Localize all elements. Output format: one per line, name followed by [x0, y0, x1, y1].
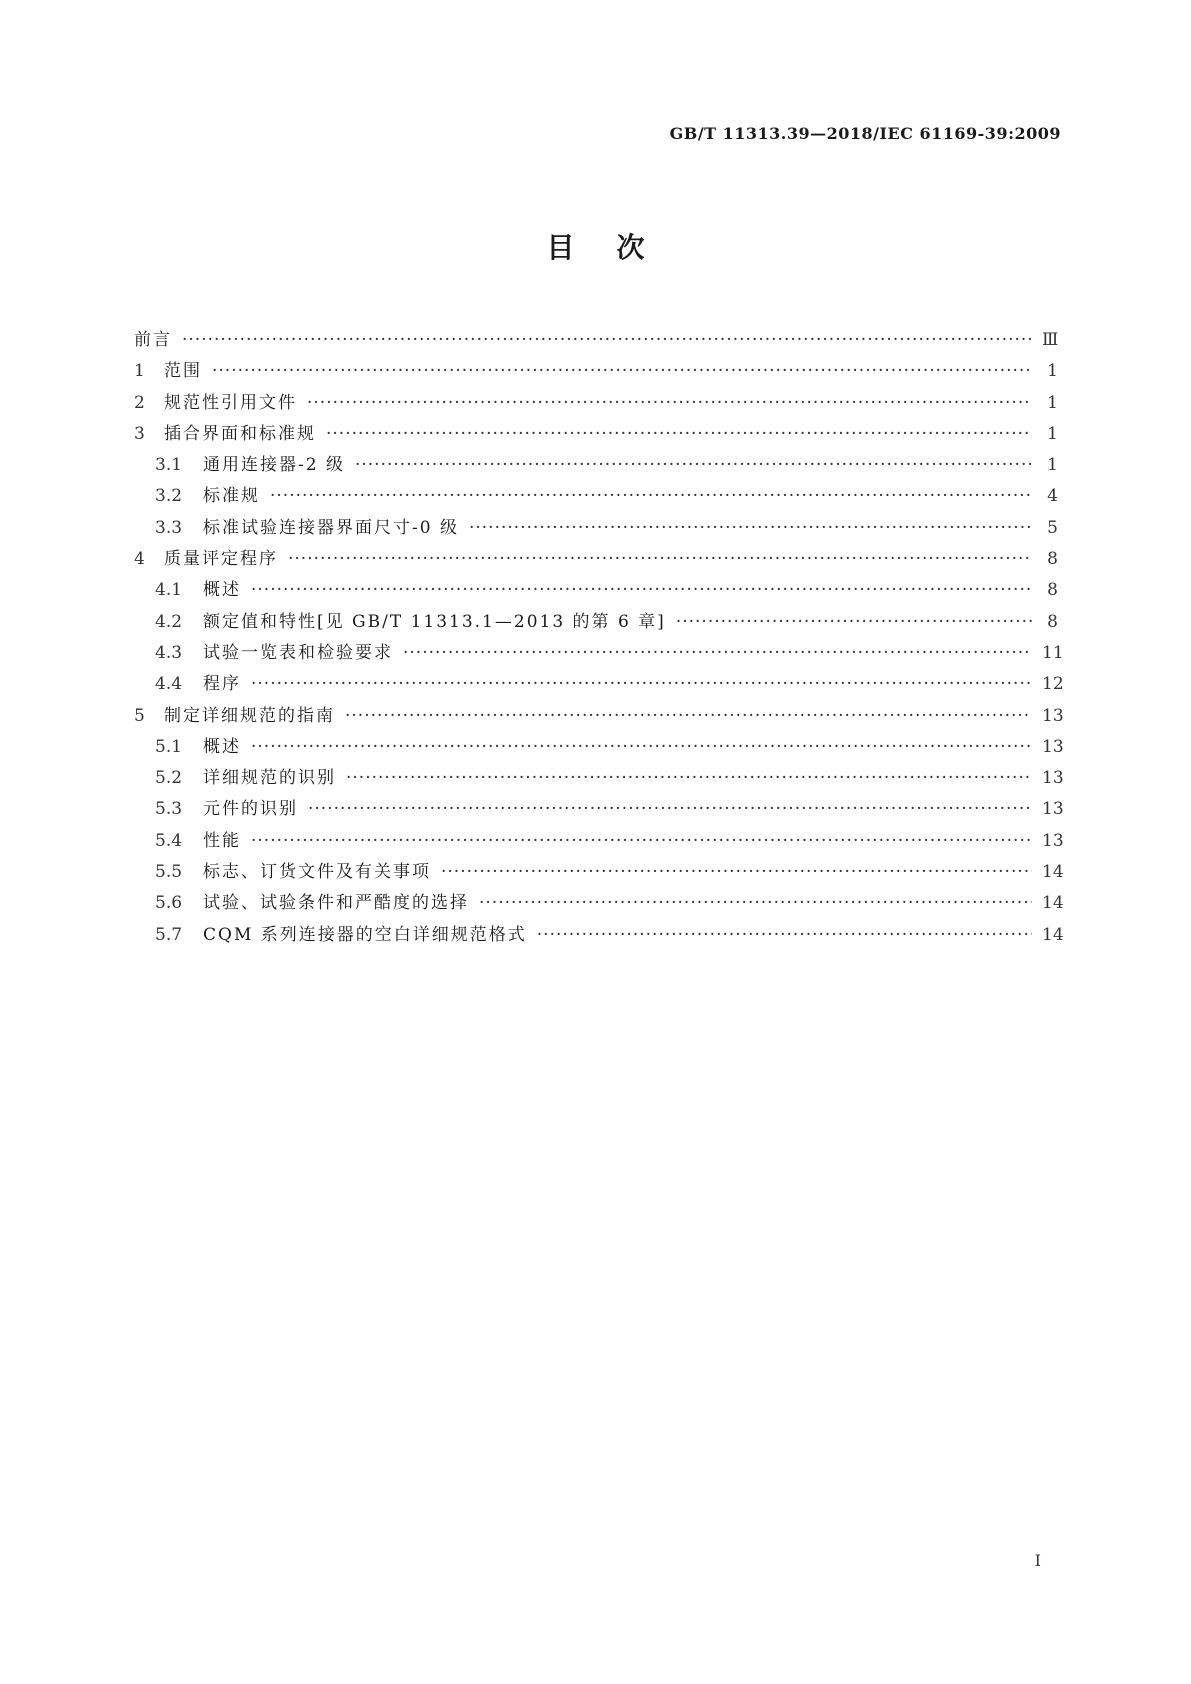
toc-leader-dots	[251, 575, 1032, 606]
toc-entry-page: 1	[1047, 423, 1058, 444]
toc-entry-label: 制定详细规范的指南	[164, 705, 335, 726]
toc-leader-dots	[182, 325, 1032, 356]
toc-entry-4-3[interactable]	[134, 638, 1064, 669]
toc-entry-4[interactable]	[134, 544, 1058, 575]
toc-entry-number: 4.3	[155, 642, 183, 663]
toc-entry-5-7[interactable]	[134, 920, 1064, 951]
toc-entry-5-1[interactable]	[134, 732, 1064, 763]
toc-leader-dots	[676, 607, 1032, 638]
toc-entry-3-2[interactable]	[134, 481, 1058, 512]
toc-leader-dots	[469, 513, 1032, 544]
toc-entry-5-5[interactable]	[134, 857, 1064, 888]
toc-leader-dots	[251, 826, 1032, 857]
toc-entry-page: 13	[1042, 736, 1064, 757]
toc-entry-number: 2	[134, 392, 145, 413]
toc-entry-label: 程序	[203, 674, 241, 695]
toc-entry-label: 规范性引用文件	[164, 392, 297, 413]
toc-leader-dots	[479, 888, 1032, 919]
toc-entry-label: 通用连接器-2 级	[203, 455, 345, 476]
toc-entry-number: 3.3	[155, 517, 183, 538]
toc-entry-label: 标准试验连接器界面尺寸-0 级	[203, 517, 459, 538]
toc-entry-5-3[interactable]	[134, 794, 1064, 825]
toc-entry-number: 1	[134, 361, 145, 382]
toc-entry-foreword[interactable]	[134, 325, 1058, 356]
toc-entry-page: 8	[1047, 611, 1058, 632]
toc-leader-dots	[345, 701, 1032, 732]
toc-entry-number: 5.4	[155, 830, 183, 851]
toc-entry-number: 5.3	[155, 799, 183, 820]
toc-leader-dots	[441, 857, 1032, 888]
toc-entry-label: 额定值和特性[见 GB/T 11313.1—2013 的第 6 章]	[203, 611, 666, 632]
toc-entry-number: 4	[134, 549, 145, 570]
toc-leader-dots	[270, 481, 1032, 512]
toc-leader-dots	[308, 794, 1032, 825]
toc-entry-5-2[interactable]	[134, 763, 1064, 794]
toc-entry-label: CQM 系列连接器的空白详细规范格式	[203, 924, 527, 945]
toc-leader-dots	[346, 763, 1032, 794]
toc-leader-dots	[537, 920, 1032, 951]
page-title: 目次	[546, 231, 687, 264]
toc-leader-dots	[355, 450, 1032, 481]
toc-entry-4-2[interactable]	[134, 607, 1058, 638]
toc-entry-page: Ⅲ	[1042, 330, 1059, 350]
table-of-contents	[134, 325, 1064, 951]
toc-entry-page: 1	[1047, 392, 1058, 413]
toc-entry-2[interactable]	[134, 388, 1058, 419]
toc-entry-label: 概述	[203, 580, 241, 601]
toc-entry-page: 13	[1042, 768, 1064, 789]
toc-leader-dots	[212, 356, 1032, 387]
toc-entry-number: 5.1	[155, 736, 183, 757]
toc-entry-page: 11	[1042, 642, 1064, 663]
standard-number: GB/T 11313.39—2018/IEC 61169-39:2009	[669, 124, 1061, 143]
toc-entry-3-3[interactable]	[134, 513, 1058, 544]
toc-leader-dots	[251, 669, 1032, 700]
toc-leader-dots	[288, 544, 1032, 575]
toc-entry-label: 标志、订货文件及有关事项	[203, 862, 431, 883]
toc-entry-page: 13	[1042, 799, 1064, 820]
toc-entry-5[interactable]	[134, 701, 1064, 732]
toc-entry-page: 13	[1042, 705, 1064, 726]
toc-entry-number: 3.1	[155, 455, 183, 476]
toc-entry-number: 4.4	[155, 674, 183, 695]
toc-entry-number: 4.1	[155, 580, 183, 601]
toc-entry-label: 插合界面和标准规	[164, 423, 316, 444]
toc-entry-number: 5.6	[155, 893, 183, 914]
toc-entry-page: 1	[1047, 455, 1058, 476]
toc-entry-number: 4.2	[155, 611, 183, 632]
toc-entry-page: 14	[1042, 924, 1064, 945]
toc-entry-number: 3.2	[155, 486, 183, 507]
toc-entry-label: 概述	[203, 736, 241, 757]
toc-entry-label: 详细规范的识别	[203, 768, 336, 789]
toc-entry-4-4[interactable]	[134, 669, 1064, 700]
toc-entry-number: 5.5	[155, 862, 183, 883]
toc-entry-5-6[interactable]	[134, 888, 1064, 919]
toc-entry-number: 5	[134, 705, 145, 726]
page-number: I	[1034, 1551, 1041, 1570]
toc-entry-page: 5	[1047, 517, 1058, 538]
toc-entry-page: 13	[1042, 830, 1064, 851]
toc-entry-page: 4	[1047, 486, 1058, 507]
toc-entry-5-4[interactable]	[134, 826, 1064, 857]
toc-entry-page: 1	[1047, 361, 1058, 382]
toc-entry-4-1[interactable]	[134, 575, 1058, 606]
toc-entry-page: 8	[1047, 580, 1058, 601]
toc-leader-dots	[251, 732, 1032, 763]
toc-leader-dots	[307, 388, 1032, 419]
toc-entry-page: 12	[1042, 674, 1064, 695]
toc-entry-page: 14	[1042, 893, 1064, 914]
toc-entry-label: 前言	[134, 330, 172, 350]
toc-entry-label: 元件的识别	[203, 799, 298, 820]
toc-entry-label: 试验、试验条件和严酷度的选择	[203, 893, 469, 914]
toc-entry-label: 试验一览表和检验要求	[203, 642, 393, 663]
toc-entry-label: 标准规	[203, 486, 260, 507]
toc-entry-3-1[interactable]	[134, 450, 1058, 481]
toc-entry-number: 5.2	[155, 768, 183, 789]
toc-entry-page: 14	[1042, 862, 1064, 883]
toc-entry-label: 性能	[203, 830, 241, 851]
toc-leader-dots	[403, 638, 1032, 669]
toc-entry-label: 范围	[164, 361, 202, 382]
toc-entry-3[interactable]	[134, 419, 1058, 450]
toc-leader-dots	[326, 419, 1032, 450]
toc-entry-number: 5.7	[155, 924, 183, 945]
toc-entry-page: 8	[1047, 549, 1058, 570]
toc-entry-1[interactable]	[134, 356, 1058, 387]
toc-entry-number: 3	[134, 423, 145, 444]
toc-entry-label: 质量评定程序	[164, 549, 278, 570]
